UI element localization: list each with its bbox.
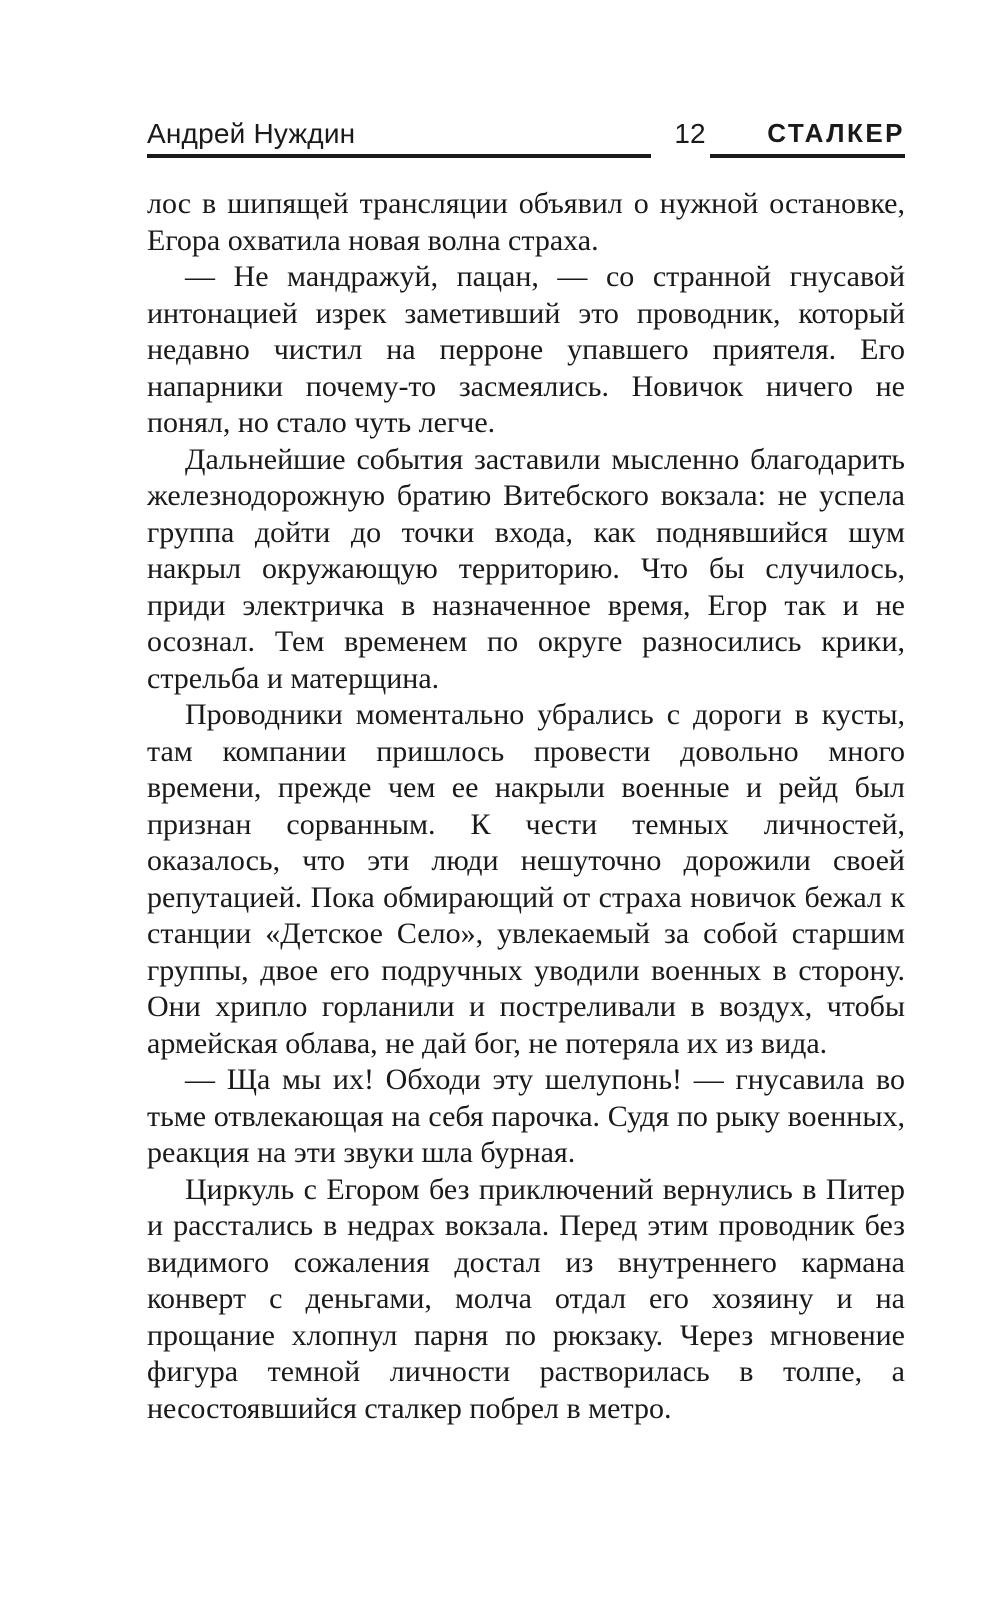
running-header [147,114,905,160]
series-title: СТАЛКЕР [767,118,905,148]
paragraph: Проводники моментально убрались с дороги в кусты, там компании пришлось провести довольно много времени, прежде чем ее накрыли военные и рейд был признан сорванным. К чести темных личностей, оказалось, что эти люди нешуточно дорожили своей репутацией. Пока обмирающий от страха новичок бежал к станции «Детское Село», увлекаемый за собой старшим группы, двое его подручных уводили военных в сторону. Они хрипло горланили и постреливали в воздух, чтобы армейская облава, не дай бог, не потеряла их из вида. [147,698,905,1060]
header-rule-left [147,154,651,158]
body-text [147,186,905,1427]
paragraph: — Ща мы их! Обходи эту шелупонь! — гнусавила во тьме отвлекающая на себя парочка. Судя по рыку военных, реакция на эти звуки шла бурная. [147,1063,905,1169]
paragraph: — Не мандражуй, пацан, — со странной гнусавой интонацией изрек заметивший это проводник, который недавно чистил на перроне упавшего приятеля. Его напарники почему-то засмеялись. Новичок ничего не понял, но стало чуть легче. [147,260,905,439]
header-rule-right [710,154,905,158]
paragraph: лос в шипящей трансляции объявил о нужной остановке, Егора охватила новая волна страха. [147,187,905,257]
paragraph: Циркуль с Егором без приключений вернулись в Питер и расстались в недрах вокзала. Перед этим проводник без видимого сожаления достал из внутреннего кармана конверт с деньгами, молча отдал его хозяину и на прощание хлопнул парня по рюкзаку. Через мгновение фигура темной личности растворилась в толпе, а несостоявшийся сталкер побрел в метро. [147,1172,905,1425]
author-name: Андрей Нуждин [147,118,356,149]
page-number: 12 [674,118,706,149]
paragraph: Дальнейшие события заставили мысленно благодарить железнодорожную братию Витебского вокзала: не успела группа дойти до точки входа, как поднявшийся шум накрыл окружающую территорию. Что бы случилось, приди электричка в назначенное время, Егор так и не осознал. Тем временем по округе разносились крики, стрельба и матерщина. [147,442,905,695]
